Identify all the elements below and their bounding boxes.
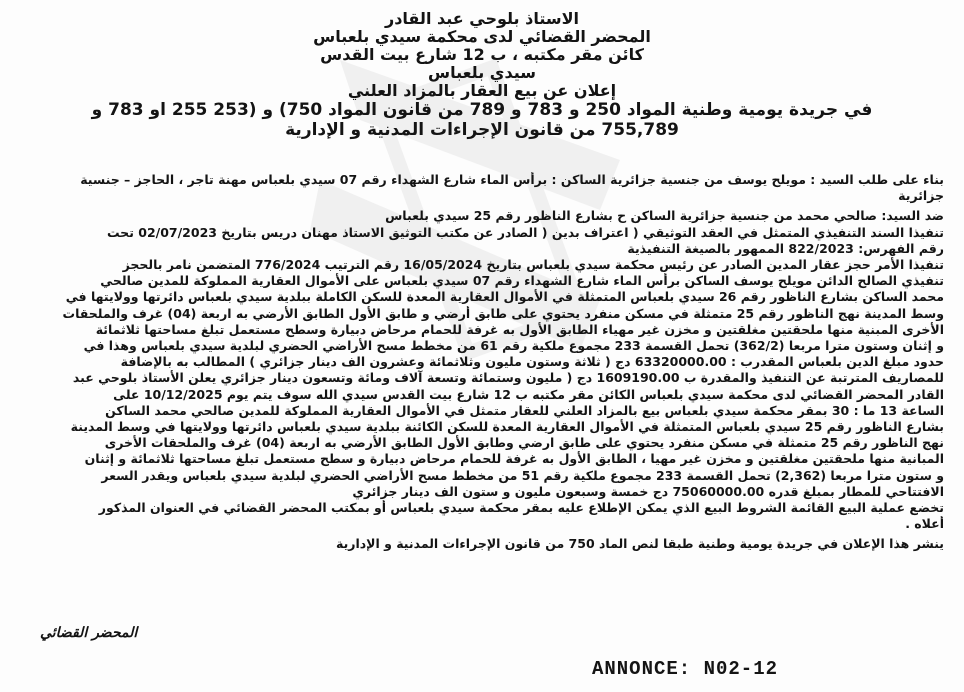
body-line: بناء على طلب السيد : مويلح يوسف من جنسية جزائرية الساكن : برأس الماء شارع الشهداء رقم 07 سيدي بلعباس مهنة تاجر ، الحاجز – جنسية [80,172,944,187]
announcement-header [20,10,944,140]
body-line: محمد الساكن بشارع الناظور رقم 26 سيدي بلعباس المتمثلة في الأموال العقارية المعدة للسكن الكاملة ببلدية سيدي بلعباس دائرتها وولايتها في [65,289,944,305]
header-legal-reference-1: في جريدة يومية وطنية المواد 250 و 783 و 789 من قانون المواد 750) و (253 255 او 783 و [91,100,873,120]
header-city: سيدي بلعباس [428,63,536,82]
body-line: القادر المحضر القضائي لدى محكمة سيدي بلعباس الكائن مقر مكتبه ب 12 شارع بيت القدس سيدي الله سوف يتم يوم 10/12/2025 على [113,386,944,402]
header-legal-reference-2: 755,789 من قانون الإجراءات المدنية و الإدارية [285,120,679,140]
body-line: بشارع الناظور رقم 25 سيدي بلعباس المتمثلة في الأموال العقارية المعدة للسكن الكائنة ببلدية سيدي بلعباس دائرتها وولايتها في وسط المدينة [70,419,944,435]
announcement-body [22,172,944,553]
body-line: تنفيذي الصالح الدائن مويلح يوسف الساكن برأس الماء شارع الشهداء رقم 07 سيدي بلعباس على الأموال العقارية المملوكة للمدين صالحي [100,273,944,289]
body-line: و إثنان وستون مترا مربعا (362/2) تحمل القسمة 233 مجموع ملكية رقم 61 من مخطط مسح الأراضي الحضري لبلدية سيدي بلعباس وهذا في [83,338,944,354]
body-line: أعلاه . [905,516,944,532]
body-line: حدود مبلغ الدين بلعباس المقدرب : 63320000.00 دج ( ثلاثة وستون مليون وثلاثمائة وعشرون الف دينار جزائري ) المطالب به بالإضافة [120,354,944,370]
body-line: الأخرى المبنية منها ملحقتين مغلقتين و مخزن غير مهياء الطابق الأول به غرفة للحمام مرحاض دبيارة وسطح مستعمل تبلغ مساحتها ثلاثمائة [95,321,944,337]
body-line: جزائرية [898,188,944,204]
body-line: للمصاريف المترتبة عن التنفيذ والمقدرة ب 1609190.00 دج ( مليون وستمائة وتسعة آلاف ومائة وتسعون دينار جزائري يعلن الأستاذ بلوحي عبد [72,370,944,386]
body-line: رقم الفهرس: 822/2023 الممهور بالصيغة التنفيذية [627,240,944,256]
body-line: الساعة 13 ما : 30 بمقر محكمة سيدي بلعباس بيع بالمزاد العلني للعقار متمثل في الأموال العقارية المملوكة للمدين صالحي محمد الساكن [105,402,944,418]
header-court: المحضر القضائي لدى محكمة سيدي بلعباس [313,27,651,46]
header-announcement-title: إعلان عن بيع العقار بالمزاد العلني [347,81,617,100]
body-line: المبانية منها ملحقتين مغلقتين و مخزن غير مهيا ، الطابق الأول به غرفة للحمام مرحاض دبيارة و سطح مستعمل تبلغ مساحتها ثلاثمائة و إثنان [84,451,944,467]
body-line: ينشر هذا الإعلان في جريدة يومية وطنية طبقا لنص الماد 750 من قانون الإجراءات المدنية و الإدارية [335,536,944,552]
header-office-address: كائن مقر مكتبه ، ب 12 شارع بيت القدس [320,45,644,64]
body-line: تخضع عملية البيع القائمة الشروط البيع الذي يمكن الإطلاع عليه بمقر محكمة سيدي بلعباس أو بمكتب المحضر القضائي في العنوان المذكور [98,500,944,516]
header-bailiff-name: الاستاذ بلوحي عبد القادر [384,9,580,28]
body-line: نهج الناظور رقم 25 متمثلة في مسكن منفرد يحتوي على طابق ارضي وطابق الأول الطابق الأرضي به اربعة (04) غرف والملحقات الأخرى [104,435,944,451]
body-line: وسط المدينة نهج الناظور رقم 25 متمثلة في مسكن منفرد يحتوي على طابق أرضي و طابق الأول الطابق الأرضي به اربعة (04) غرف والملحقات [62,305,944,321]
body-line: ضد السيد: صالحي محمد من جنسية جزائرية الساكن ح بشارع الناظور رقم 25 سيدي بلعباس [385,208,944,224]
annonce-number: ANNONCE: N02-12 [591,658,778,680]
signature-title: المحضر القضائي [40,625,138,641]
body-line: تنفيذا الأمر حجز عقار المدين الصادر عن رئيس محكمة سيدي بلعباس بتاريخ 16/05/2024 رقم الترتيب 776/2024 المتضمن نامر بالحجز [122,257,944,273]
body-line: تنفيذا السند التنفيذي المتمثل في العقد التوثيقي ( اعتراف بدين ( الصادر عن مكتب التوثيق الاستاذ مهنان دريس بتاريخ 02/07/2023 تحت [106,224,944,240]
body-line: و ستون مترا مربعا (2,362) تحمل القسمة 233 مجموع ملكية رقم 51 من مخطط مسح الأراضي الحضري لبلدية سيدي بلعباس ويقدر السعر [101,467,944,483]
body-line: الافتتاحي للمطار بمبلغ قدره 75060000.00 دج خمسة وسبعون مليون و ستون الف دينار جزائري [352,483,944,499]
